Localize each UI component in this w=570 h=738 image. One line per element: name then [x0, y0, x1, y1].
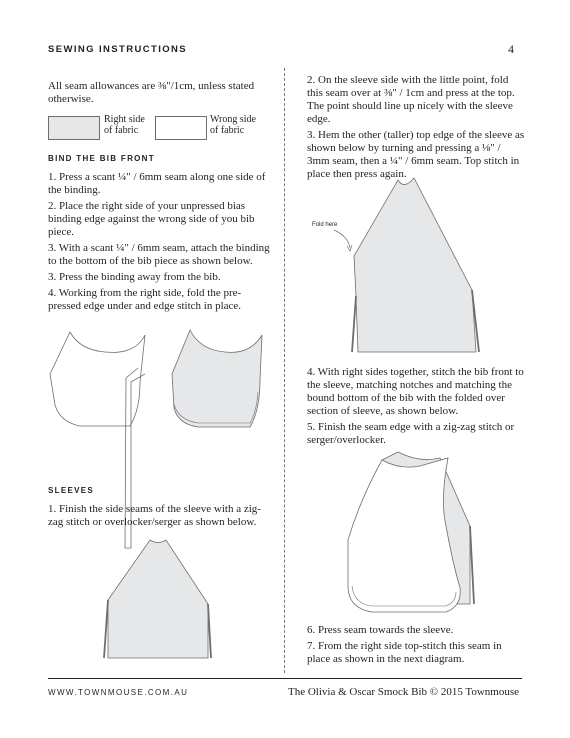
bib-step: 3. With a scant ¼" / 6mm seam, attach the binding to the bottom of the bib piece as shown below. [48, 242, 270, 267]
sleeve-step: 6. Press seam towards the sleeve. [307, 624, 454, 636]
footer-copyright: The Olivia & Oscar Smock Bib © 2015 Townmouse [288, 686, 520, 698]
wrong-side-label-line1: Wrong side [210, 114, 256, 125]
sleeve-step: 4. With right sides together, stitch the bib front to the sleeve, matching notches and matching the bound bottom of the bib with the folded over section of sleeve, as shown below. [307, 366, 524, 417]
footer-website: WWW.TOWNMOUSE.COM.AU [48, 688, 189, 697]
right-side-label-line1: Right side [104, 114, 145, 125]
sleeves-heading: SLEEVES [48, 486, 95, 495]
right-steps-c [307, 624, 525, 669]
sleeve-step: 7. From the right side top-stitch this seam in place as shown in the next diagram. [307, 640, 502, 665]
fold-here-label: Fold here [312, 222, 338, 228]
bib-step: 4. Working from the right side, fold the pre-pressed edge under and edge stitch in place. [48, 287, 242, 312]
sleeve-step: 1. Finish the side seams of the sleeve with a zig-zag stitch or overlocker/serger as shown below. [48, 503, 261, 528]
wrong-side-label-line2: of fabric [210, 125, 245, 136]
right-side-label-line2: of fabric [104, 125, 139, 136]
bib-front-heading: BIND THE BIB FRONT [48, 154, 155, 163]
sleeve-step: 3. Hem the other (taller) top edge of the sleeve as shown below by turning and pressing a ⅛" / 3mm seam, then a ¼" / 6mm seam. Top stitch in place then press again. [307, 129, 525, 180]
sleeve-step: 5. Finish the seam edge with a zig-zag stitch or serger/overlocker. [307, 421, 515, 446]
sleeve-step: 2. On the sleeve side with the little point, fold this seam over at ⅜" / 1cm and press at the top. The point should line up nicely with the sleeve edge. [307, 74, 515, 125]
bib-step: 2. Place the right side of your unpressed bias binding edge against the wrong side of you bib piece. [48, 200, 255, 238]
page-header-title: SEWING INSTRUCTIONS [48, 44, 188, 55]
bib-step: 3. Press the binding away from the bib. [48, 271, 221, 283]
seam-allowance-note: All seam allowances are ⅜"/1cm, unless stated otherwise. [48, 80, 255, 105]
page-number: 4 [508, 42, 514, 56]
bib-step: 1. Press a scant ¼" / 6mm seam along one side of the binding. [48, 171, 266, 196]
